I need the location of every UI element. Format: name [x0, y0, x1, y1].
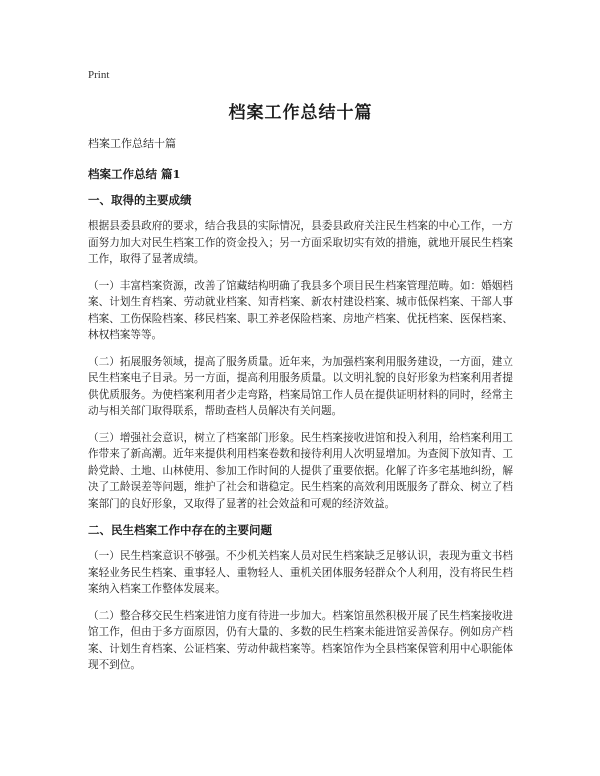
document-page: [88, 68, 513, 684]
section-1-paragraph: （二）拓展服务领域，提高了服务质量。近年来，为加强档案利用服务建设，一方面，建立民生档案电子目录。另一方面，提高利用服务质量。以文明礼貌的良好形象为档案利用者提供优质服务。为使档案利用者少走弯路，档案局馆工作人员在提供证明材料的同时，经常主动与相关部门取得联系，帮助查档人员解决有关问题。: [88, 355, 513, 417]
section-2-paragraph: （二）整合移交民生档案进馆力度有待进一步加大。档案馆虽然积极开展了民生档案接收进馆工作，但由于多方面原因，仍有大量的、多数的民生档案未能进馆妥善保存。例如房产档案、计划生育档案、公证档案、劳动仲裁档案等。档案馆作为全县档案保管利用中心职能体现不到位。: [88, 609, 513, 671]
section-1-paragraph: 根据县委县政府的要求，结合我县的实际情况，县委县政府关注民生档案的中心工作，一方面努力加大对民生档案工作的资金投入；另一方面采取切实有效的措施，就地开展民生档案工作，取得了显著成绩。: [88, 220, 513, 265]
document-title: 档案工作总结十篇: [228, 103, 373, 123]
print-label: Print: [88, 69, 110, 81]
document-subtitle: 档案工作总结十篇: [88, 137, 176, 150]
section-1-paragraph: （一）丰富档案资源，改善了馆藏结构明确了我县多个项目民生档案管理范畴。如：婚姻档案、计划生育档案、劳动就业档案、知青档案、新农村建设档案、城市低保档案、干部人事档案、工伤保险档案、移民档案、职工养老保险档案、房地产档案、优抚档案、医保档案、林权档案等等。: [88, 279, 513, 341]
section-1-heading: 一、取得的主要成绩: [88, 193, 192, 207]
section-2-paragraph: （一）民生档案意识不够强。不少机关档案人员对民生档案缺乏足够认识，表现为重文书档案轻业务民生档案、重事轻人、重物轻人、重机关团体服务轻群众个人利用，没有将民生档案纳入档案工作整体发展来。: [88, 550, 513, 595]
section-2-heading: 二、民生档案工作中存在的主要问题: [88, 523, 272, 537]
section-1-paragraph: （三）增强社会意识，树立了档案部门形象。民生档案接收进馆和投入利用，给档案利用工作带来了新高潮。近年来提供利用档案卷数和接待利用人次明显增加。为查阅下放知青、工龄党龄、土地、山林使用、参加工作时间的人提供了重要依据。化解了许多宅基地纠纷，解决了工龄误差等问题，维护了社会和谐稳定。民生档案的高效利用既服务了群众、树立了档案部门的良好形象，又取得了显著的社会效益和可观的经济效益。: [88, 431, 513, 510]
article-heading: 档案工作总结 篇1: [88, 167, 181, 181]
